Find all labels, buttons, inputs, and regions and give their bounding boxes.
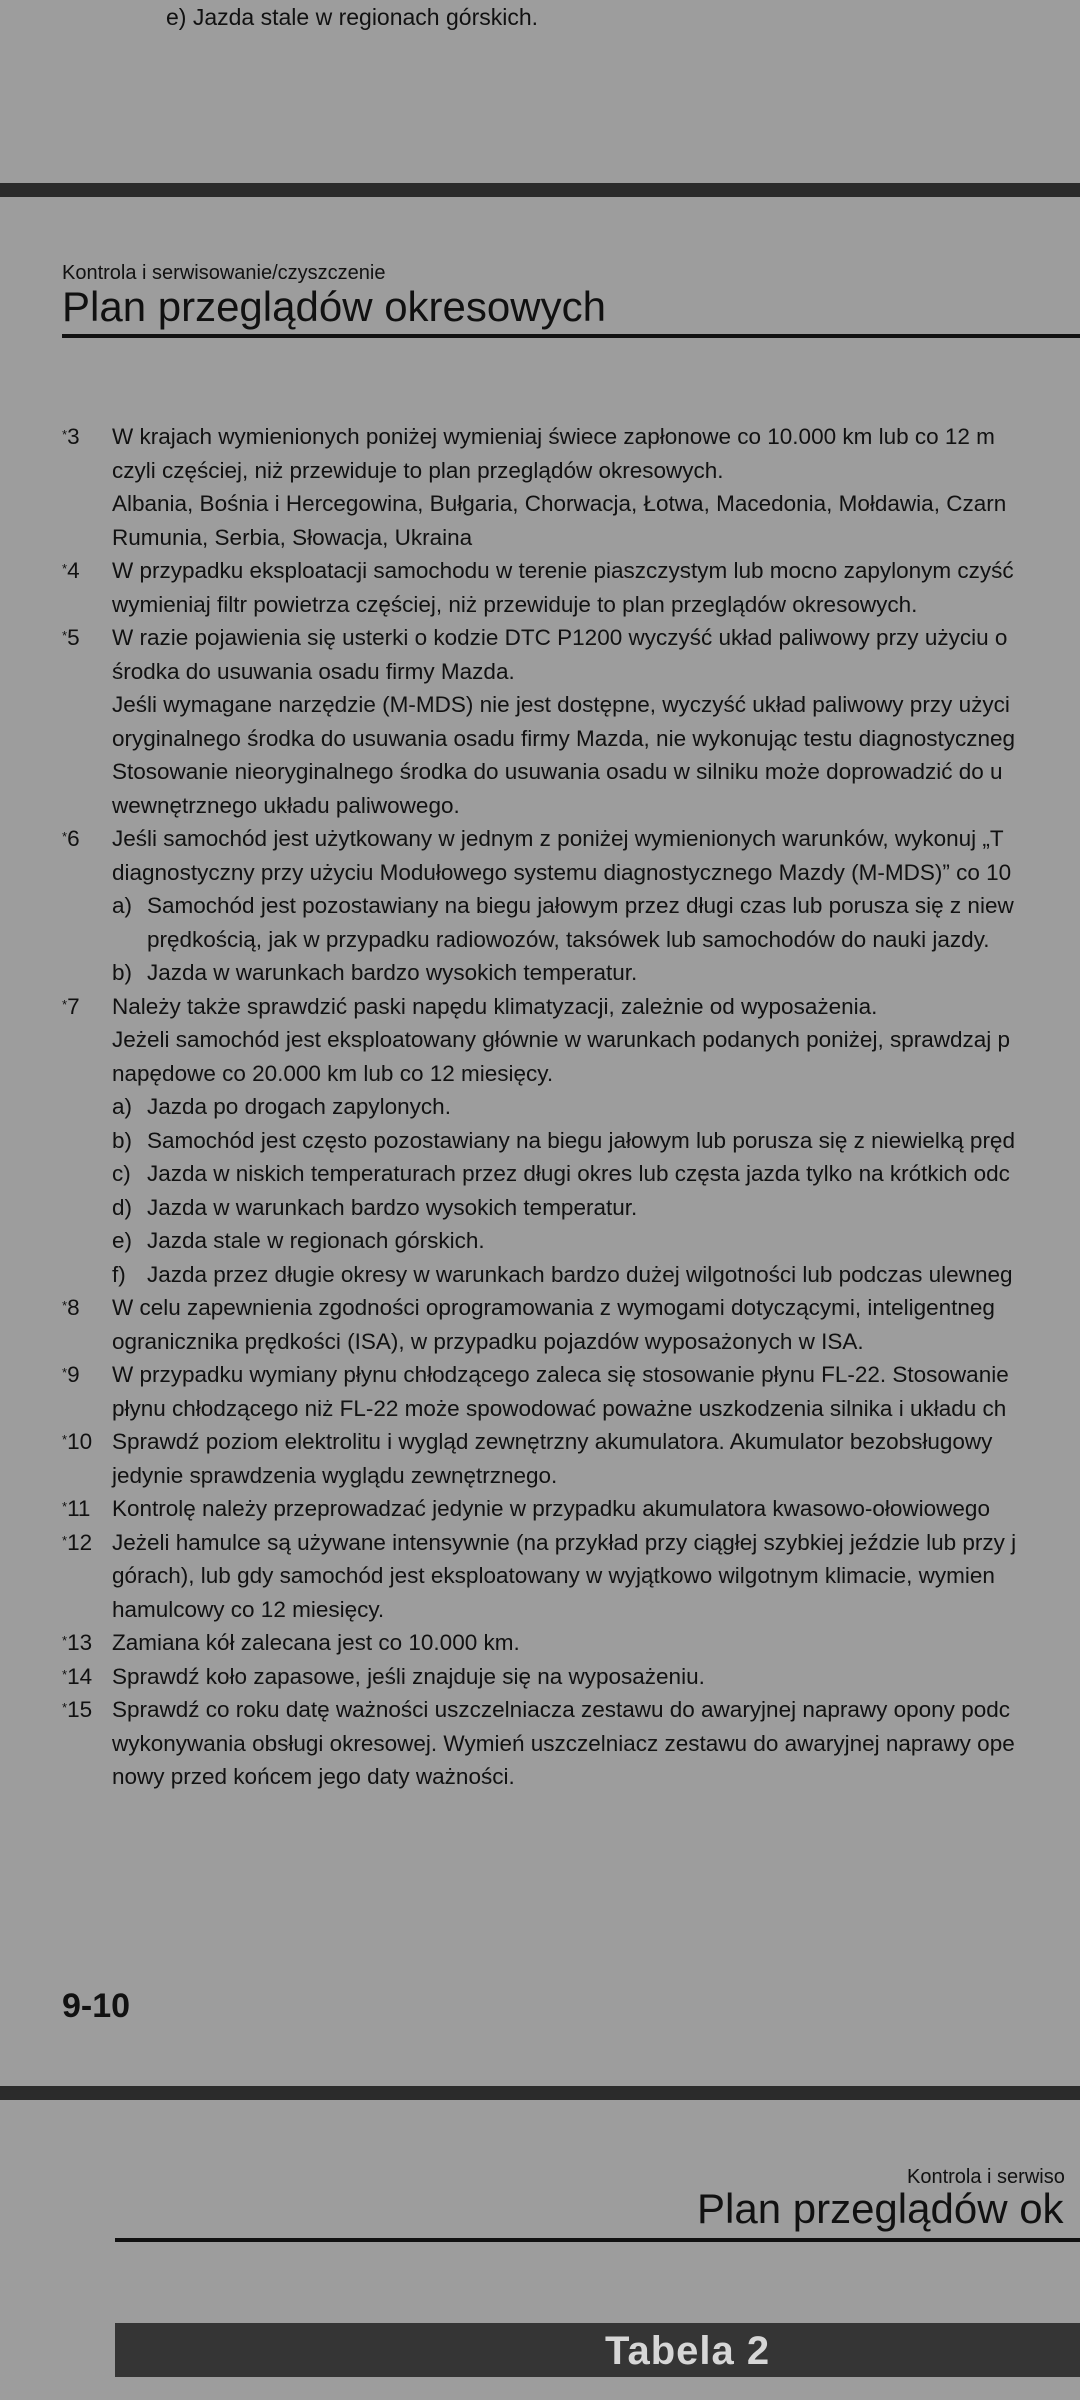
footnote-9	[0, 1358, 1080, 1425]
footnote-8	[0, 1291, 1080, 1358]
footnote-line: Jeżeli hamulce są używane intensywnie (na przykład przy ciągłej szybkiej jeździe lub przy j	[112, 1529, 1017, 1555]
footnote-line: W przypadku wymiany płynu chłodzącego zaleca się stosowanie płynu FL-22. Stosowanie	[112, 1362, 1009, 1387]
footnote-number: 6	[67, 826, 80, 851]
footnote-line: czyli częściej, niż przewiduje to plan przeglądów okresowych.	[112, 457, 724, 483]
footnote-12	[0, 1526, 1080, 1627]
table-header-label: Tabela 2	[605, 2329, 771, 2373]
footnote-marker	[62, 554, 80, 588]
sub-item-line: Jazda po drogach zapylonych.	[147, 1094, 451, 1119]
footnote-number: 7	[67, 993, 80, 1019]
footnote-line: Kontrolę należy przeprowadzać jedynie w przypadku akumulatora kwasowo-ołowiowego	[112, 1496, 990, 1521]
footnote-marker	[62, 1492, 90, 1526]
asterisk-icon: *	[62, 996, 68, 1012]
footnote-marker	[62, 621, 80, 655]
footnote-marker	[62, 990, 80, 1024]
footnote-14	[0, 1660, 1080, 1694]
footnote-line: W celu zapewnienia zgodności oprogramowania z wymogami dotyczącymi, inteligentneg	[112, 1295, 995, 1320]
footnote-line: napędowe co 20.000 km lub co 12 miesięcy.	[112, 1060, 554, 1086]
footnote-number: 15	[67, 1697, 93, 1722]
sub-item-letter: e)	[112, 1228, 133, 1253]
next-page-title-underline	[115, 2238, 1080, 2242]
table-header	[115, 2323, 1080, 2377]
footnote-6	[0, 822, 1080, 990]
footnote-number: 11	[67, 1496, 91, 1521]
sub-item-line: Samochód jest pozostawiany na biegu jałowym przez długi czas lub porusza się z niew	[147, 893, 1014, 918]
sub-item-letter: b)	[112, 960, 133, 985]
footnote-marker	[62, 1358, 80, 1392]
footnote-line: wykonywania obsługi okresowej. Wymień uszczelniacz zestawu do awaryjnej naprawy ope	[112, 1730, 1015, 1756]
footnote-3	[0, 420, 1080, 554]
asterisk-icon: *	[62, 1532, 68, 1548]
page-number: 9-10	[62, 1987, 131, 2025]
asterisk-icon: *	[62, 1666, 68, 1682]
asterisk-icon: *	[62, 1298, 68, 1313]
asterisk-icon: *	[62, 561, 68, 576]
footnote-11	[0, 1492, 1080, 1526]
asterisk-icon: *	[62, 628, 68, 643]
footnote-line: płynu chłodzącego niż FL-22 może spowodować poważne uszkodzenia silnika i układu ch	[112, 1395, 1007, 1421]
footnote-marker	[62, 420, 80, 454]
footnote-marker	[62, 1660, 92, 1694]
footnote-line: środka do usuwania osadu firmy Mazda.	[112, 658, 515, 684]
asterisk-icon: *	[62, 1499, 68, 1514]
footnote-line: Rumunia, Serbia, Słowacja, Ukraina	[112, 524, 473, 550]
asterisk-icon: *	[62, 1633, 68, 1648]
footnote-line: Zamiana kół zalecana jest co 10.000 km.	[112, 1630, 520, 1655]
footnote-line: Należy także sprawdzić paski napędu klimatyzacji, zależnie od wyposażenia.	[112, 993, 878, 1019]
footnote-marker	[62, 1626, 92, 1660]
sub-item	[112, 1124, 1080, 1158]
sub-item	[112, 1090, 1080, 1124]
footnote-line: Sprawdź co roku datę ważności uszczelniacza zestawu do awaryjnej naprawy opony podc	[112, 1697, 1010, 1722]
footnote-7	[0, 990, 1080, 1292]
sub-item-letter: f)	[112, 1261, 126, 1287]
sub-item-line: Jazda w warunkach bardzo wysokich temperatur.	[147, 1194, 638, 1220]
footnote-5	[0, 621, 1080, 822]
footnote-line: diagnostyczny przy użyciu Modułowego systemu diagnostycznego Mazdy (M-MDS)” co 10	[112, 859, 1012, 885]
sub-item-line: Jazda w niskich temperaturach przez długi okres lub częsta jazda tylko na krótkich odc	[147, 1161, 1010, 1186]
footnote-line: Sprawdź koło zapasowe, jeśli znajduje się na wyposażeniu.	[112, 1663, 705, 1689]
footnote-15	[0, 1693, 1080, 1794]
sub-item	[112, 1224, 1080, 1258]
footnote-line: W przypadku eksploatacji samochodu w terenie piaszczystym lub mocno zapylonym czyść	[112, 558, 1014, 583]
sub-item	[112, 1157, 1080, 1191]
footnote-line: hamulcowy co 12 miesięcy.	[112, 1596, 385, 1622]
footnote-marker	[62, 1693, 92, 1727]
footnote-line: nowy przed końcem jego daty ważności.	[112, 1764, 515, 1789]
footnote-line: W razie pojawienia się usterki o kodzie DTC P1200 wyczyść układ paliwowy przy użyciu o	[112, 625, 1008, 650]
footnote-number: 5	[67, 625, 80, 650]
footnote-line: wewnętrznego układu paliwowego.	[112, 792, 460, 818]
footnote-number: 13	[67, 1630, 93, 1655]
footnotes-list	[0, 420, 1080, 1794]
footnote-line: ogranicznika prędkości (ISA), w przypadku pojazdów wyposażonych w ISA.	[112, 1328, 864, 1354]
previous-page-last-line: e) Jazda stale w regionach górskich.	[166, 4, 539, 30]
footnote-number: 14	[67, 1663, 93, 1689]
asterisk-icon: *	[62, 1365, 68, 1380]
page-divider-bottom	[0, 2086, 1080, 2100]
next-page-title: Plan przeglądów ok	[697, 2185, 1064, 2232]
footnote-line: Sprawdź poziom elektrolitu i wygląd zewnętrzny akumulatora. Akumulator bezobsługowy	[112, 1429, 993, 1454]
footnote-line: górach), lub gdy samochód jest eksploatowany w wyjątkowo wilgotnym klimacie, wymien	[112, 1563, 995, 1588]
page-title: Plan przeglądów okresowych	[62, 283, 606, 330]
asterisk-icon: *	[62, 1432, 68, 1447]
footnote-10	[0, 1425, 1080, 1492]
section-label: Kontrola i serwisowanie/czyszczenie	[62, 262, 386, 284]
sub-item-letter: a)	[112, 1094, 133, 1119]
asterisk-icon: *	[62, 427, 68, 442]
footnote-marker	[62, 822, 80, 856]
sub-item-letter: c)	[112, 1161, 131, 1186]
sub-item	[112, 1258, 1080, 1292]
footnote-line: oryginalnego środka do usuwania osadu firmy Mazda, nie wykonując testu diagnostyczneg	[112, 725, 1016, 751]
footnote-line: Albania, Bośnia i Hercegowina, Bułgaria, Chorwacja, Łotwa, Macedonia, Mołdawia, Czarn	[112, 491, 1007, 516]
footnote-line: Jeśli samochód jest użytkowany w jednym z poniżej wymienionych warunków, wykonuj „T	[112, 826, 1004, 851]
footnote-marker	[62, 1425, 92, 1459]
sub-item-letter: b)	[112, 1127, 133, 1153]
sub-item-line: Jazda przez długie okresy w warunkach bardzo dużej wilgotności lub podczas ulewneg	[147, 1261, 1013, 1287]
sub-item-line: Jazda stale w regionach górskich.	[147, 1228, 485, 1253]
footnote-number: 4	[67, 558, 80, 583]
sub-item	[112, 956, 1080, 990]
page-divider-top	[0, 183, 1080, 197]
title-underline	[62, 334, 1080, 338]
sub-item	[112, 889, 1080, 956]
footnote-number: 8	[67, 1295, 80, 1320]
sub-item	[112, 1191, 1080, 1225]
sub-item-letter: d)	[112, 1194, 133, 1220]
sub-item-line: prędkością, jak w przypadku radiowozów, taksówek lub samochodów do nauki jazdy.	[147, 926, 990, 952]
sub-item-line: Samochód jest często pozostawiany na biegu jałowym lub porusza się z niewielką pręd	[147, 1127, 1015, 1153]
footnote-number: 3	[67, 424, 80, 449]
footnote-line: wymieniaj filtr powietrza częściej, niż przewiduje to plan przeglądów okresowych.	[112, 591, 918, 617]
asterisk-icon: *	[62, 829, 68, 844]
footnote-marker	[62, 1291, 80, 1325]
footnote-number: 9	[67, 1362, 80, 1387]
footnote-line: Stosowanie nieoryginalnego środka do usuwania osadu w silniku może doprowadzić do u	[112, 759, 1003, 784]
next-page-section-label: Kontrola i serwiso	[907, 2166, 1065, 2188]
footnote-line: Jeśli wymagane narzędzie (M-MDS) nie jest dostępne, wyczyść układ paliwowy przy użyci	[112, 692, 1010, 717]
footnote-13	[0, 1626, 1080, 1660]
footnote-marker	[62, 1526, 92, 1560]
footnote-number: 12	[67, 1529, 93, 1555]
asterisk-icon: *	[62, 1700, 68, 1715]
footnote-line: jedynie sprawdzenia wyglądu zewnętrznego.	[112, 1462, 558, 1488]
sub-item-letter: a)	[112, 893, 133, 918]
footnote-number: 10	[67, 1429, 93, 1454]
sub-item-line: Jazda w warunkach bardzo wysokich temperatur.	[147, 960, 638, 985]
footnote-line: Jeżeli samochód jest eksploatowany głównie w warunkach podanych poniżej, sprawdzaj p	[112, 1027, 1011, 1052]
footnote-line: W krajach wymienionych poniżej wymieniaj świece zapłonowe co 10.000 km lub co 12 m	[112, 424, 995, 449]
footnote-4	[0, 554, 1080, 621]
